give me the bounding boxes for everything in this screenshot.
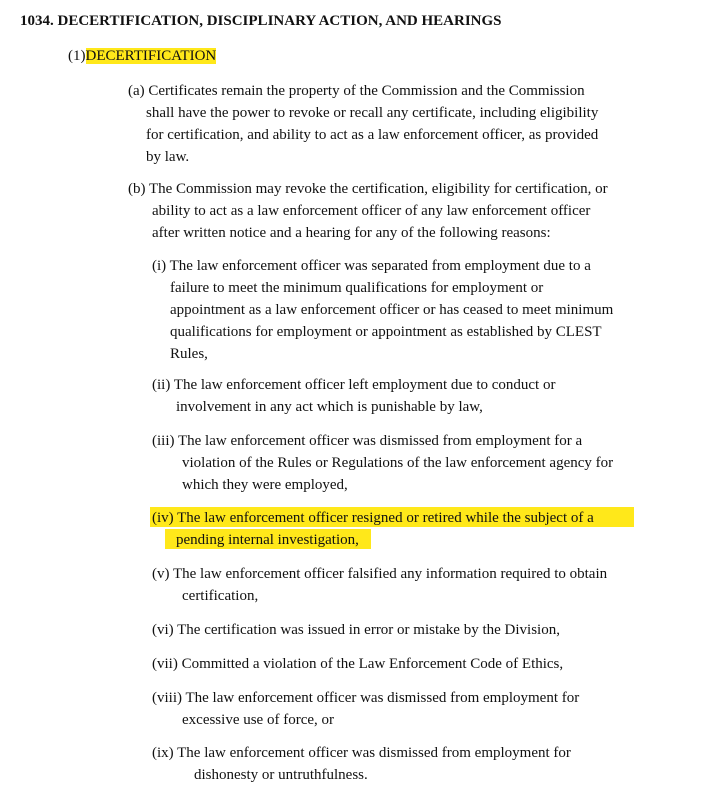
paragraph-line: (v) The law enforcement officer falsified any information required to obtain	[152, 566, 608, 582]
paragraph-line: failure to meet the minimum qualifications for employment or	[170, 280, 544, 296]
paragraph-line: (b) The Commission may revoke the certification, eligibility for certification, or	[128, 181, 608, 197]
paragraph-line: pending internal investigation,	[176, 532, 359, 548]
paragraph-line: which they were employed,	[182, 477, 348, 493]
document-heading: 1034. DECERTIFICATION, DISCIPLINARY ACTION, AND HEARINGS	[20, 13, 502, 29]
paragraph-ix	[152, 742, 571, 786]
paragraph-line: appointment as a law enforcement officer or has ceased to meet minimum	[170, 302, 614, 318]
paragraph-viii	[152, 687, 579, 731]
paragraph-line: (iii) The law enforcement officer was dismissed from employment for a	[152, 433, 583, 449]
paragraph-a	[128, 80, 598, 168]
paragraph-line: (i) The law enforcement officer was separated from employment due to a	[152, 258, 591, 274]
paragraph-line: after written notice and a hearing for any of the following reasons:	[152, 225, 551, 241]
paragraph-line: (a) Certificates remain the property of the Commission and the Commission	[128, 83, 585, 99]
paragraph-b	[128, 178, 608, 244]
paragraph-line: ability to act as a law enforcement officer of any law enforcement officer	[152, 203, 591, 219]
paragraph-v	[152, 563, 607, 607]
paragraph-vii	[152, 653, 563, 675]
paragraph-line: certification,	[182, 588, 259, 604]
paragraph-line: Rules,	[170, 346, 208, 362]
section-number: (1)	[68, 48, 86, 64]
paragraph-line: dishonesty or untruthfulness.	[194, 767, 368, 783]
paragraph-line: by law.	[146, 149, 190, 165]
paragraph-line: involvement in any act which is punishable by law,	[176, 399, 483, 415]
paragraph-line: (iv) The law enforcement officer resigned or retired while the subject of a	[152, 510, 594, 526]
paragraph-line: (viii) The law enforcement officer was dismissed from employment for	[152, 690, 580, 706]
paragraph-line: qualifications for employment or appointment as established by CLEST	[170, 324, 602, 340]
section-title-text: DECERTIFICATION	[85, 48, 217, 64]
paragraph-iv	[152, 507, 594, 551]
paragraph-ii	[152, 374, 555, 418]
paragraph-line: for certification, and ability to act as a law enforcement officer, as provided	[146, 127, 599, 143]
paragraph-line: (ix) The law enforcement officer was dismissed from employment for	[152, 745, 571, 761]
paragraph-vi	[152, 619, 560, 641]
paragraph-line: excessive use of force, or	[182, 712, 335, 728]
section-title	[68, 45, 216, 67]
paragraph-line: shall have the power to revoke or recall any certificate, including eligibility	[146, 105, 599, 121]
paragraph-i	[152, 255, 613, 365]
paragraph-line: violation of the Rules or Regulations of the law enforcement agency for	[182, 455, 614, 471]
paragraph-line: (vii) Committed a violation of the Law Enforcement Code of Ethics,	[152, 656, 564, 672]
paragraph-line: (ii) The law enforcement officer left employment due to conduct or	[152, 377, 556, 393]
paragraph-iii	[152, 430, 613, 496]
paragraph-line: (vi) The certification was issued in error or mistake by the Division,	[152, 622, 560, 638]
